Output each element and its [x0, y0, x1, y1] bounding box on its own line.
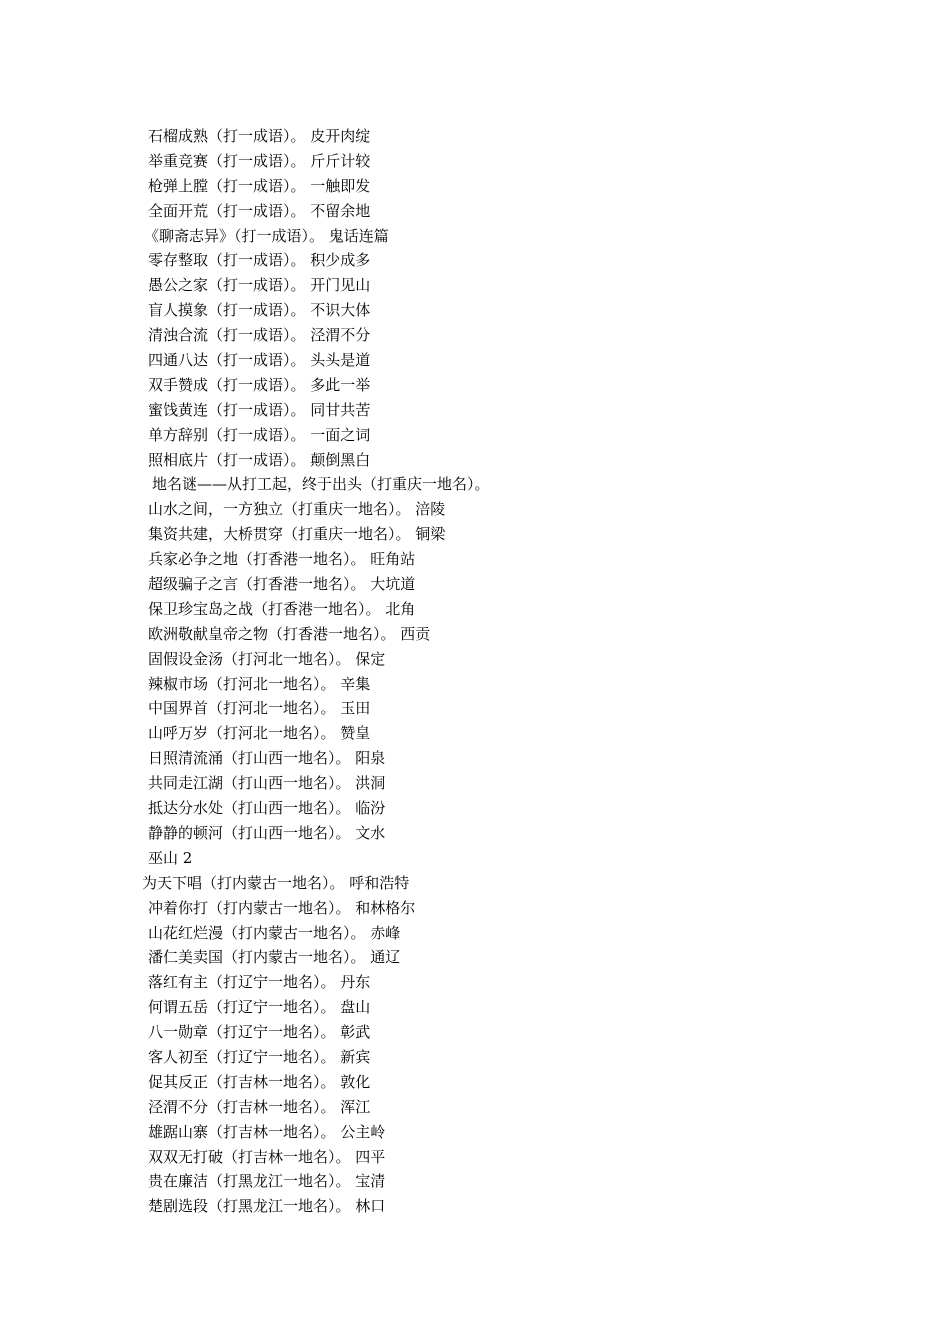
riddle-line: 山花红烂漫（打内蒙古一地名）。 赤峰: [148, 923, 401, 942]
riddle-line: 巫山 2: [148, 848, 193, 867]
riddle-line: 清浊合流（打一成语）。 泾渭不分: [148, 326, 371, 345]
riddle-line: 冲着你打（打内蒙古一地名）。 和林格尔: [148, 898, 416, 917]
riddle-line: 泾渭不分（打吉林一地名）。 浑江: [148, 1097, 371, 1116]
riddle-line: 兵家必争之地（打香港一地名）。 旺角站: [148, 550, 416, 569]
riddle-line: 石榴成熟（打一成语）。 皮开肉绽: [148, 127, 371, 145]
riddle-line: 贵在廉洁（打黑龙江一地名）。 宝清: [148, 1172, 386, 1191]
riddle-line: 八一勋章（打辽宁一地名）。 彰武: [148, 1023, 371, 1042]
riddle-line: 零存整取（打一成语）。 积少成多: [148, 251, 371, 270]
riddle-list: [0, 124, 950, 1219]
riddle-line: 四通八达（打一成语）。 头头是道: [148, 351, 371, 370]
riddle-line: 楚剧选段（打黑龙江一地名）。 林口: [148, 1197, 386, 1216]
riddle-line: 愚公之家（打一成语）。 开门见山: [148, 276, 371, 295]
riddle-line: 共同走江湖（打山西一地名）。 洪洞: [148, 774, 386, 793]
riddle-line: 山呼万岁（打河北一地名）。 赞皇: [148, 724, 371, 743]
riddle-line: 日照清流涌（打山西一地名）。 阳泉: [148, 749, 386, 768]
riddle-line: 《聊斋志异》（打一成语）。 鬼话连篇: [144, 226, 389, 245]
riddle-line: 为天下唱（打内蒙古一地名）。 呼和浩特: [142, 873, 410, 892]
riddle-line: 山水之间，一方独立（打重庆一地名）。 涪陵: [148, 500, 446, 519]
riddle-line: 潘仁美卖国（打内蒙古一地名）。 通辽: [148, 948, 401, 967]
riddle-line: 落红有主（打辽宁一地名）。 丹东: [148, 973, 371, 992]
riddle-line: 蜜饯黄连（打一成语）。 同甘共苦: [148, 400, 371, 419]
riddle-line: 保卫珍宝岛之战（打香港一地名）。 北角: [148, 599, 416, 618]
riddle-line: 雄踞山寨（打吉林一地名）。 公主岭: [148, 1122, 386, 1141]
riddle-line: 全面开荒（打一成语）。 不留余地: [148, 201, 371, 220]
riddle-line: 集资共建，大桥贯穿（打重庆一地名）。 铜梁: [148, 525, 446, 544]
riddle-line: 固假设金汤（打河北一地名）。 保定: [148, 649, 386, 668]
riddle-line: 抵达分水处（打山西一地名）。 临汾: [148, 799, 386, 818]
riddle-line: 中国界首（打河北一地名）。 玉田: [148, 699, 371, 718]
riddle-line: 照相底片（打一成语）。 颠倒黑白: [148, 450, 371, 469]
riddle-line: 举重竞赛（打一成语）。 斤斤计较: [148, 151, 371, 170]
riddle-line: 客人初至（打辽宁一地名）。 新宾: [148, 1047, 371, 1066]
riddle-line: 促其反正（打吉林一地名）。 敦化: [148, 1072, 371, 1091]
riddle-line: 辣椒市场（打河北一地名）。 辛集: [148, 674, 371, 693]
riddle-line: 欧洲敬献皇帝之物（打香港一地名）。 西贡: [148, 624, 431, 643]
riddle-line: 双手赞成（打一成语）。 多此一举: [148, 375, 371, 394]
riddle-line: 静静的顿河（打山西一地名）。 文水: [148, 823, 386, 842]
riddle-line: 单方辞别（打一成语）。 一面之词: [148, 425, 371, 444]
riddle-line: 枪弹上膛（打一成语）。 一触即发: [148, 176, 371, 195]
section-heading: 地名谜——从打工起，终于出头（打重庆一地名）。: [152, 475, 490, 494]
riddle-line: 何谓五岳（打辽宁一地名）。 盘山: [148, 998, 371, 1017]
riddle-line: 双双无打破（打吉林一地名）。 四平: [148, 1147, 386, 1166]
riddle-line: 盲人摸象（打一成语）。 不识大体: [148, 301, 371, 320]
riddle-line: 超级骗子之言（打香港一地名）。 大坑道: [148, 575, 416, 594]
